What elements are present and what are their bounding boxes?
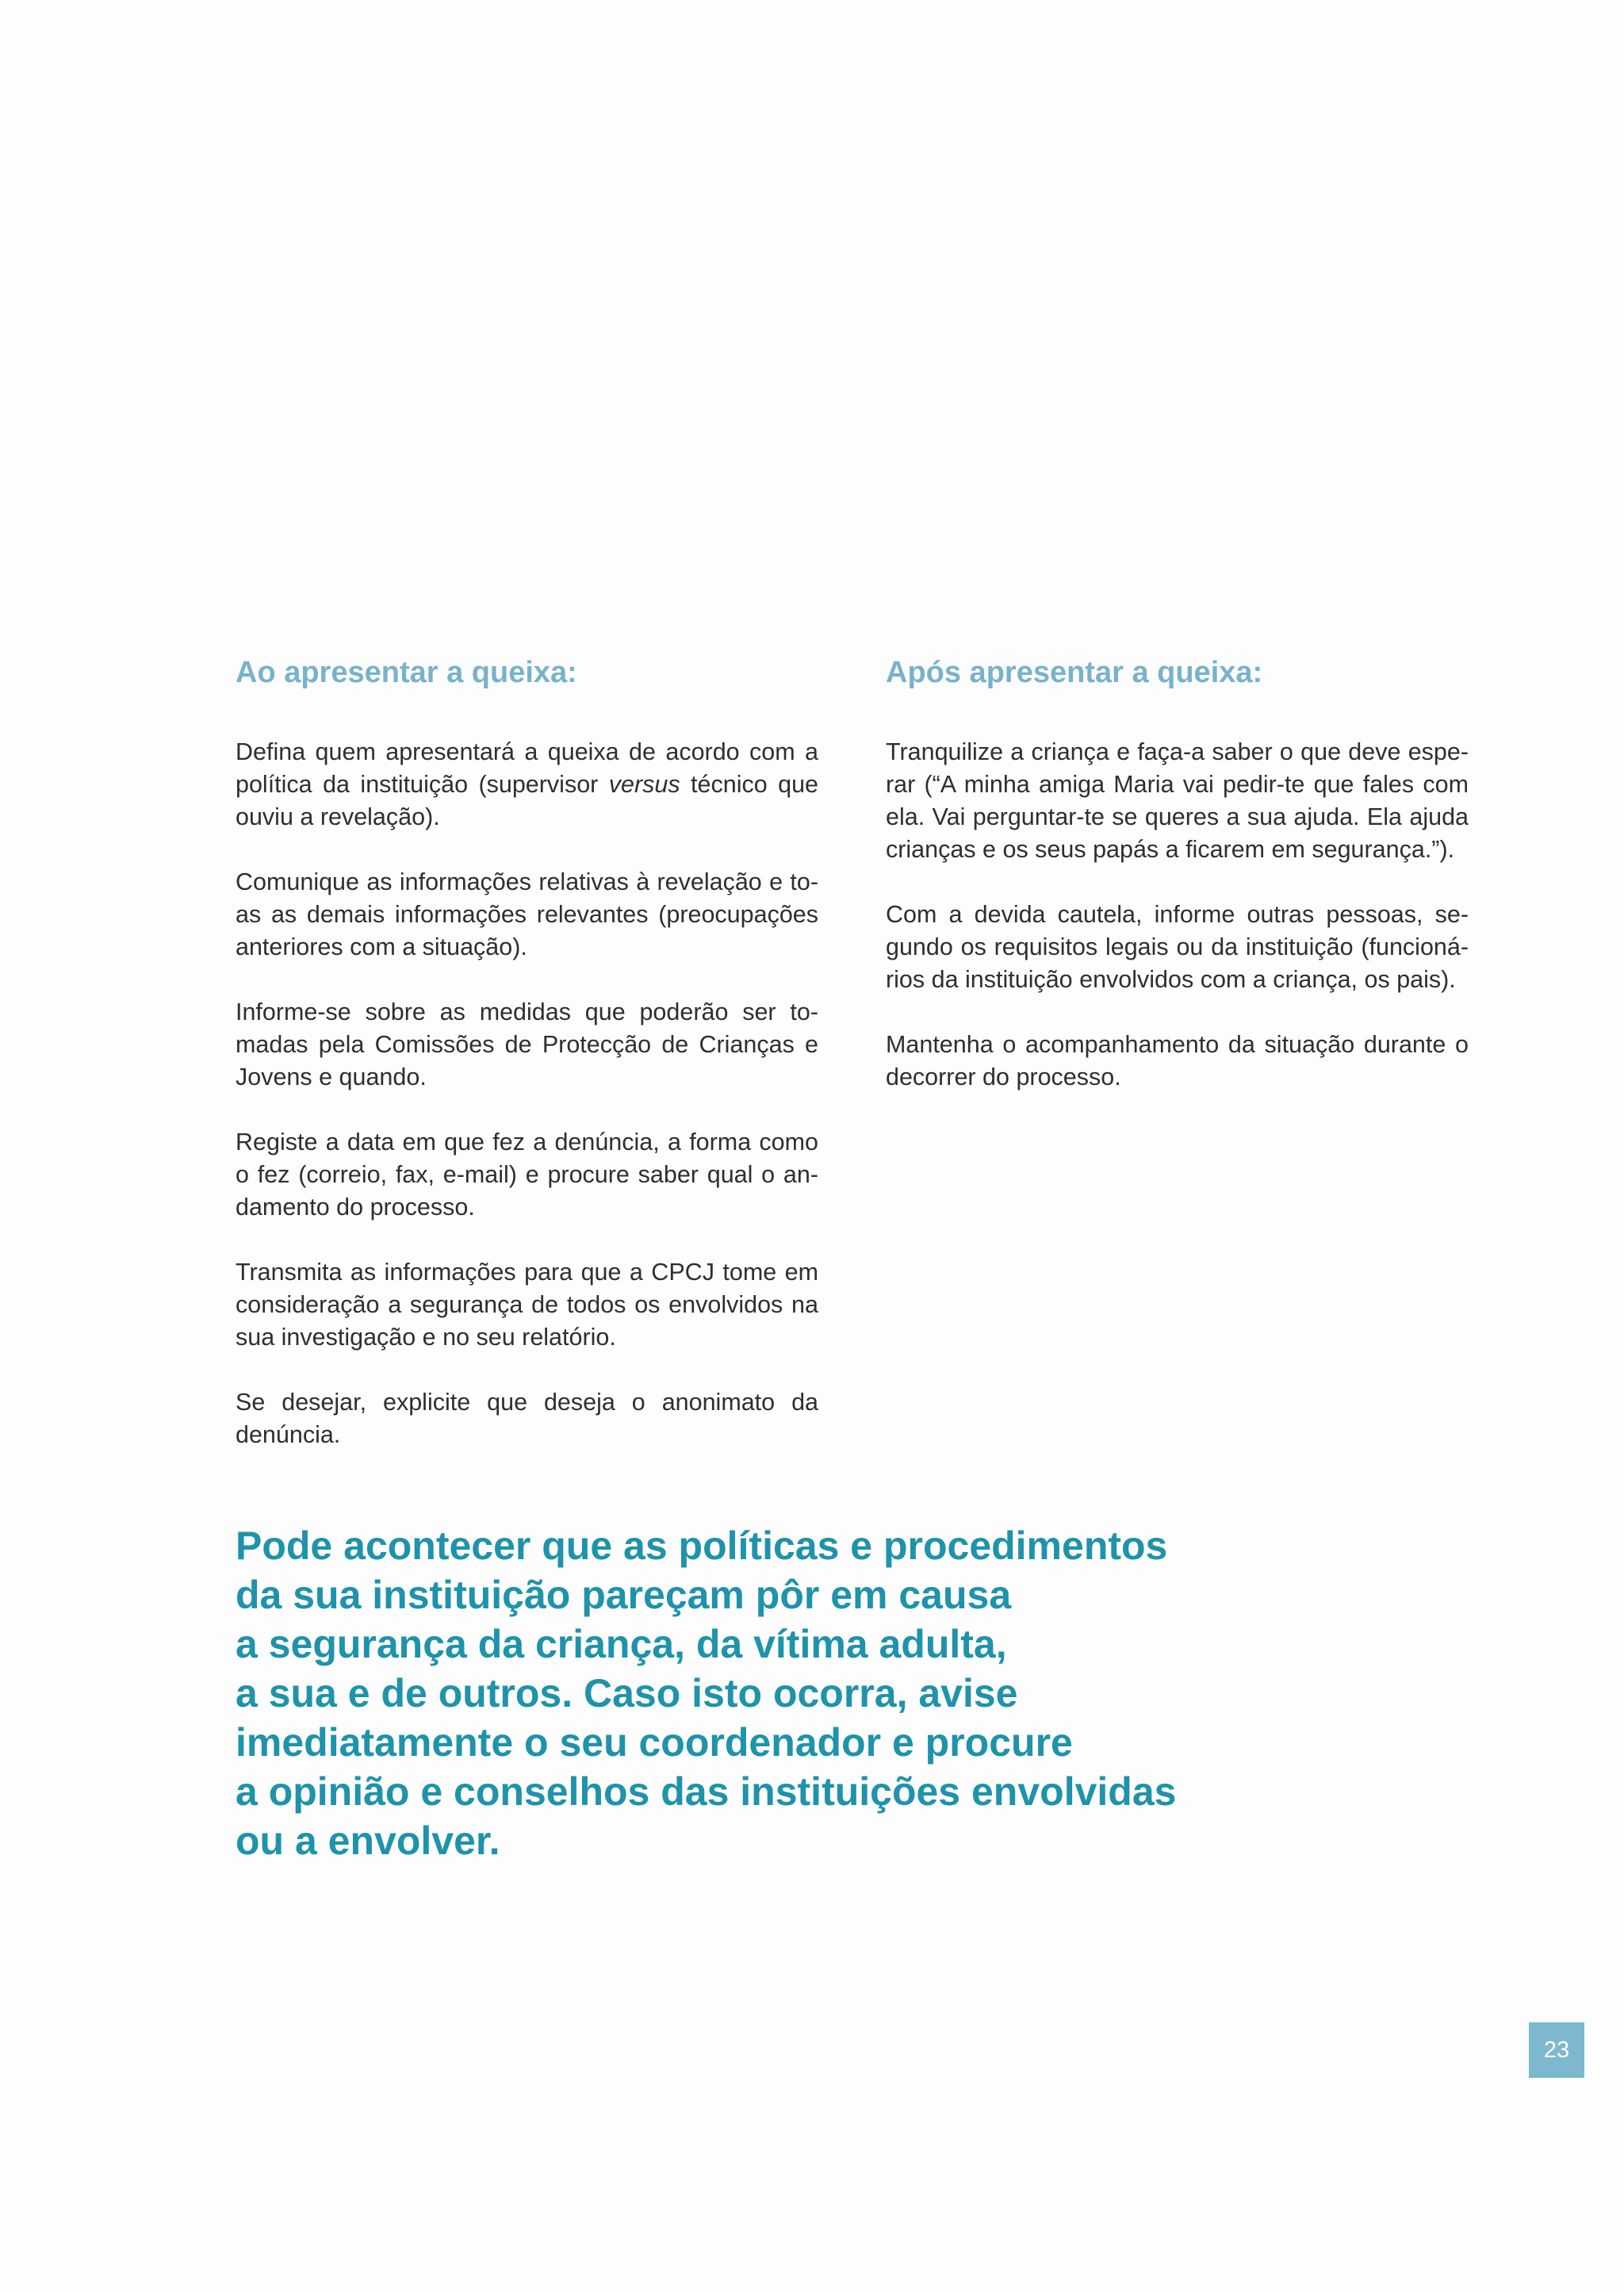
highlight-line: da sua instituição pareçam pôr em causa [236,1573,1012,1617]
left-paragraph-1-start: Defina quem apresentará a queixa de acordo com a política da instituição (supervisor [236,738,818,798]
highlight-callout [236,1521,1266,1865]
right-column [886,655,1469,1126]
left-column-heading: Ao apresentar a queixa: [236,656,577,689]
left-paragraph-3: Informe-se sobre as medidas que poderão ser tomadas pela Comissões de Protecção de Crianças e Jovens e quando. [236,998,818,1090]
left-column [236,655,818,1484]
highlight-line: ou a envolver. [236,1819,500,1863]
left-paragraph-6: Se desejar, explicite que deseja o anonimato da denúncia. [236,1389,818,1448]
highlight-line: imediatamente o seu coordenador e procure [236,1720,1073,1765]
right-column-heading: Após apresentar a queixa: [886,656,1263,689]
right-paragraph-2: Com a devida cautela, informe outras pessoas, segundo os requisitos legais ou da instituição (funcionários da instituição envolvidos com a criança, os pais). [886,901,1469,993]
highlight-line: a segurança da criança, da vítima adulta, [236,1622,1007,1666]
right-paragraph-3: Mantenha o acompanhamento da situação durante o decorrer do processo. [886,1031,1469,1090]
highlight-line: a opinião e conselhos das instituições envolvidas [236,1769,1177,1814]
left-paragraph-4: Registe a data em que fez a denúncia, a forma como o fez (correio, fax, e-mail) e procure saber qual o andamento do processo. [236,1129,818,1221]
page-number: 23 [1529,2022,1584,2078]
left-paragraph-5: Transmita as informações para que a CPCJ tome em consideração a segurança de todos os envolvidos na sua investigação e no seu relatório. [236,1259,818,1351]
highlight-line: Pode acontecer que as políticas e procedimentos [236,1524,1168,1568]
highlight-line: a sua e de outros. Caso isto ocorra, avise [236,1671,1018,1715]
left-paragraph-1-end: técnico que ouviu a revelação). [236,771,818,830]
left-paragraph-1-emphasis: versus [608,771,680,798]
right-paragraph-1: Tranquilize a criança e faça-a saber o que deve esperar (“A minha amiga Maria vai pedir-te que fales com ela. Vai perguntar-te se queres a sua ajuda. Ela ajuda crianças e os seus papás a ficarem em segurança.”). [886,738,1469,863]
left-paragraph-2: Comunique as informações relativas à revelação e toas as demais informações relevantes (preocupações anteriores com a situação). [236,868,818,960]
left-paragraph-1 [236,736,818,834]
